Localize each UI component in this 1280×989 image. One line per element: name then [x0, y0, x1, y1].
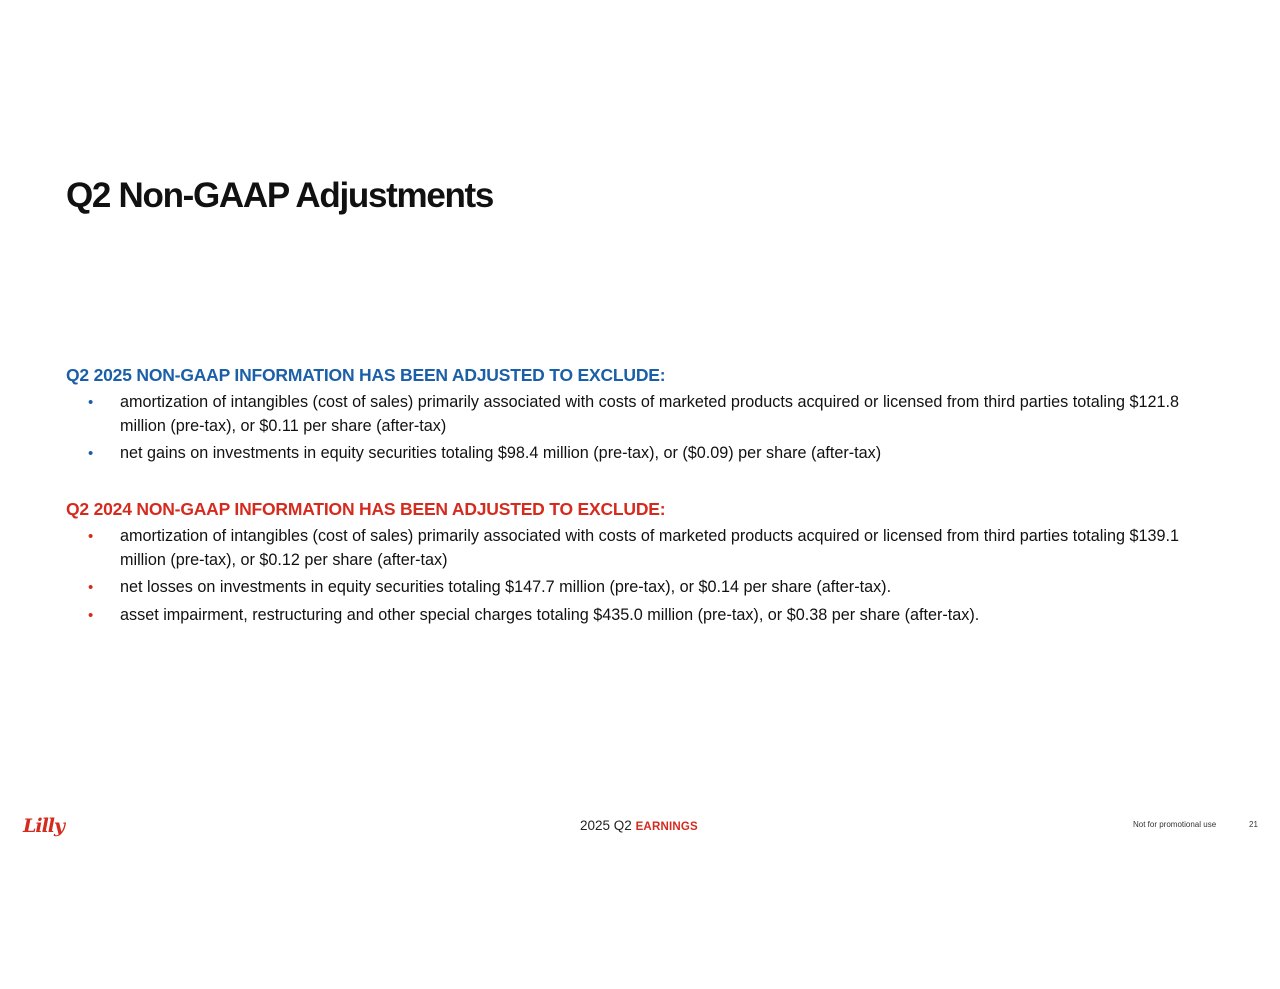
footer-earnings-label: [580, 818, 698, 833]
list-item: [66, 442, 1216, 466]
list-item: [66, 604, 1216, 628]
list-item-text: amortization of intangibles (cost of sales) primarily associated with costs of marketed products acquired or licensed from third parties totaling $121.8 million (pre-tax), or $0.11 per share (after-tax): [120, 393, 1179, 435]
footer-period: 2025 Q2: [580, 818, 632, 833]
slide-title: Q2 Non-GAAP Adjustments: [66, 176, 494, 215]
list-item-text: asset impairment, restructuring and other special charges totaling $435.0 million (pre-tax), or $0.38 per share (after-tax).: [120, 605, 980, 624]
list-item: [66, 525, 1216, 572]
section-2025-adjustments: [66, 363, 1216, 470]
list-item: [66, 391, 1216, 438]
list-item-text: amortization of intangibles (cost of sales) primarily associated with costs of marketed products acquired or licensed from third parties totaling $139.1 million (pre-tax), or $0.12 per share (after-tax): [120, 527, 1179, 569]
bullet-icon: •: [88, 528, 94, 545]
page-number: 21: [1249, 820, 1258, 829]
list-item-text: net gains on investments in equity securities totaling $98.4 million (pre-tax), or ($0.09) per share (after-tax): [120, 444, 882, 462]
section-2024-list: [66, 525, 1216, 627]
promotional-disclaimer: Not for promotional use: [1133, 820, 1217, 829]
bullet-icon: •: [88, 579, 94, 596]
section-2024-adjustments: [66, 497, 1216, 631]
lilly-logo-text: Lilly: [23, 815, 65, 837]
list-item: [66, 576, 1216, 600]
list-item-text: net losses on investments in equity securities totaling $147.7 million (pre-tax), or $0.14 per share (after-tax).: [120, 578, 892, 596]
bullet-icon: •: [88, 394, 94, 411]
section-2024-heading: Q2 2024 NON-GAAP INFORMATION HAS BEEN ADJUSTED TO EXCLUDE:: [66, 499, 666, 519]
lilly-logo: [22, 810, 72, 842]
section-2025-list: [66, 391, 1216, 466]
bullet-icon: •: [88, 445, 94, 462]
bullet-icon: •: [88, 606, 94, 624]
section-2025-heading: Q2 2025 NON-GAAP INFORMATION HAS BEEN ADJUSTED TO EXCLUDE:: [66, 365, 666, 385]
footer-earnings-highlight: EARNINGS: [635, 821, 698, 833]
